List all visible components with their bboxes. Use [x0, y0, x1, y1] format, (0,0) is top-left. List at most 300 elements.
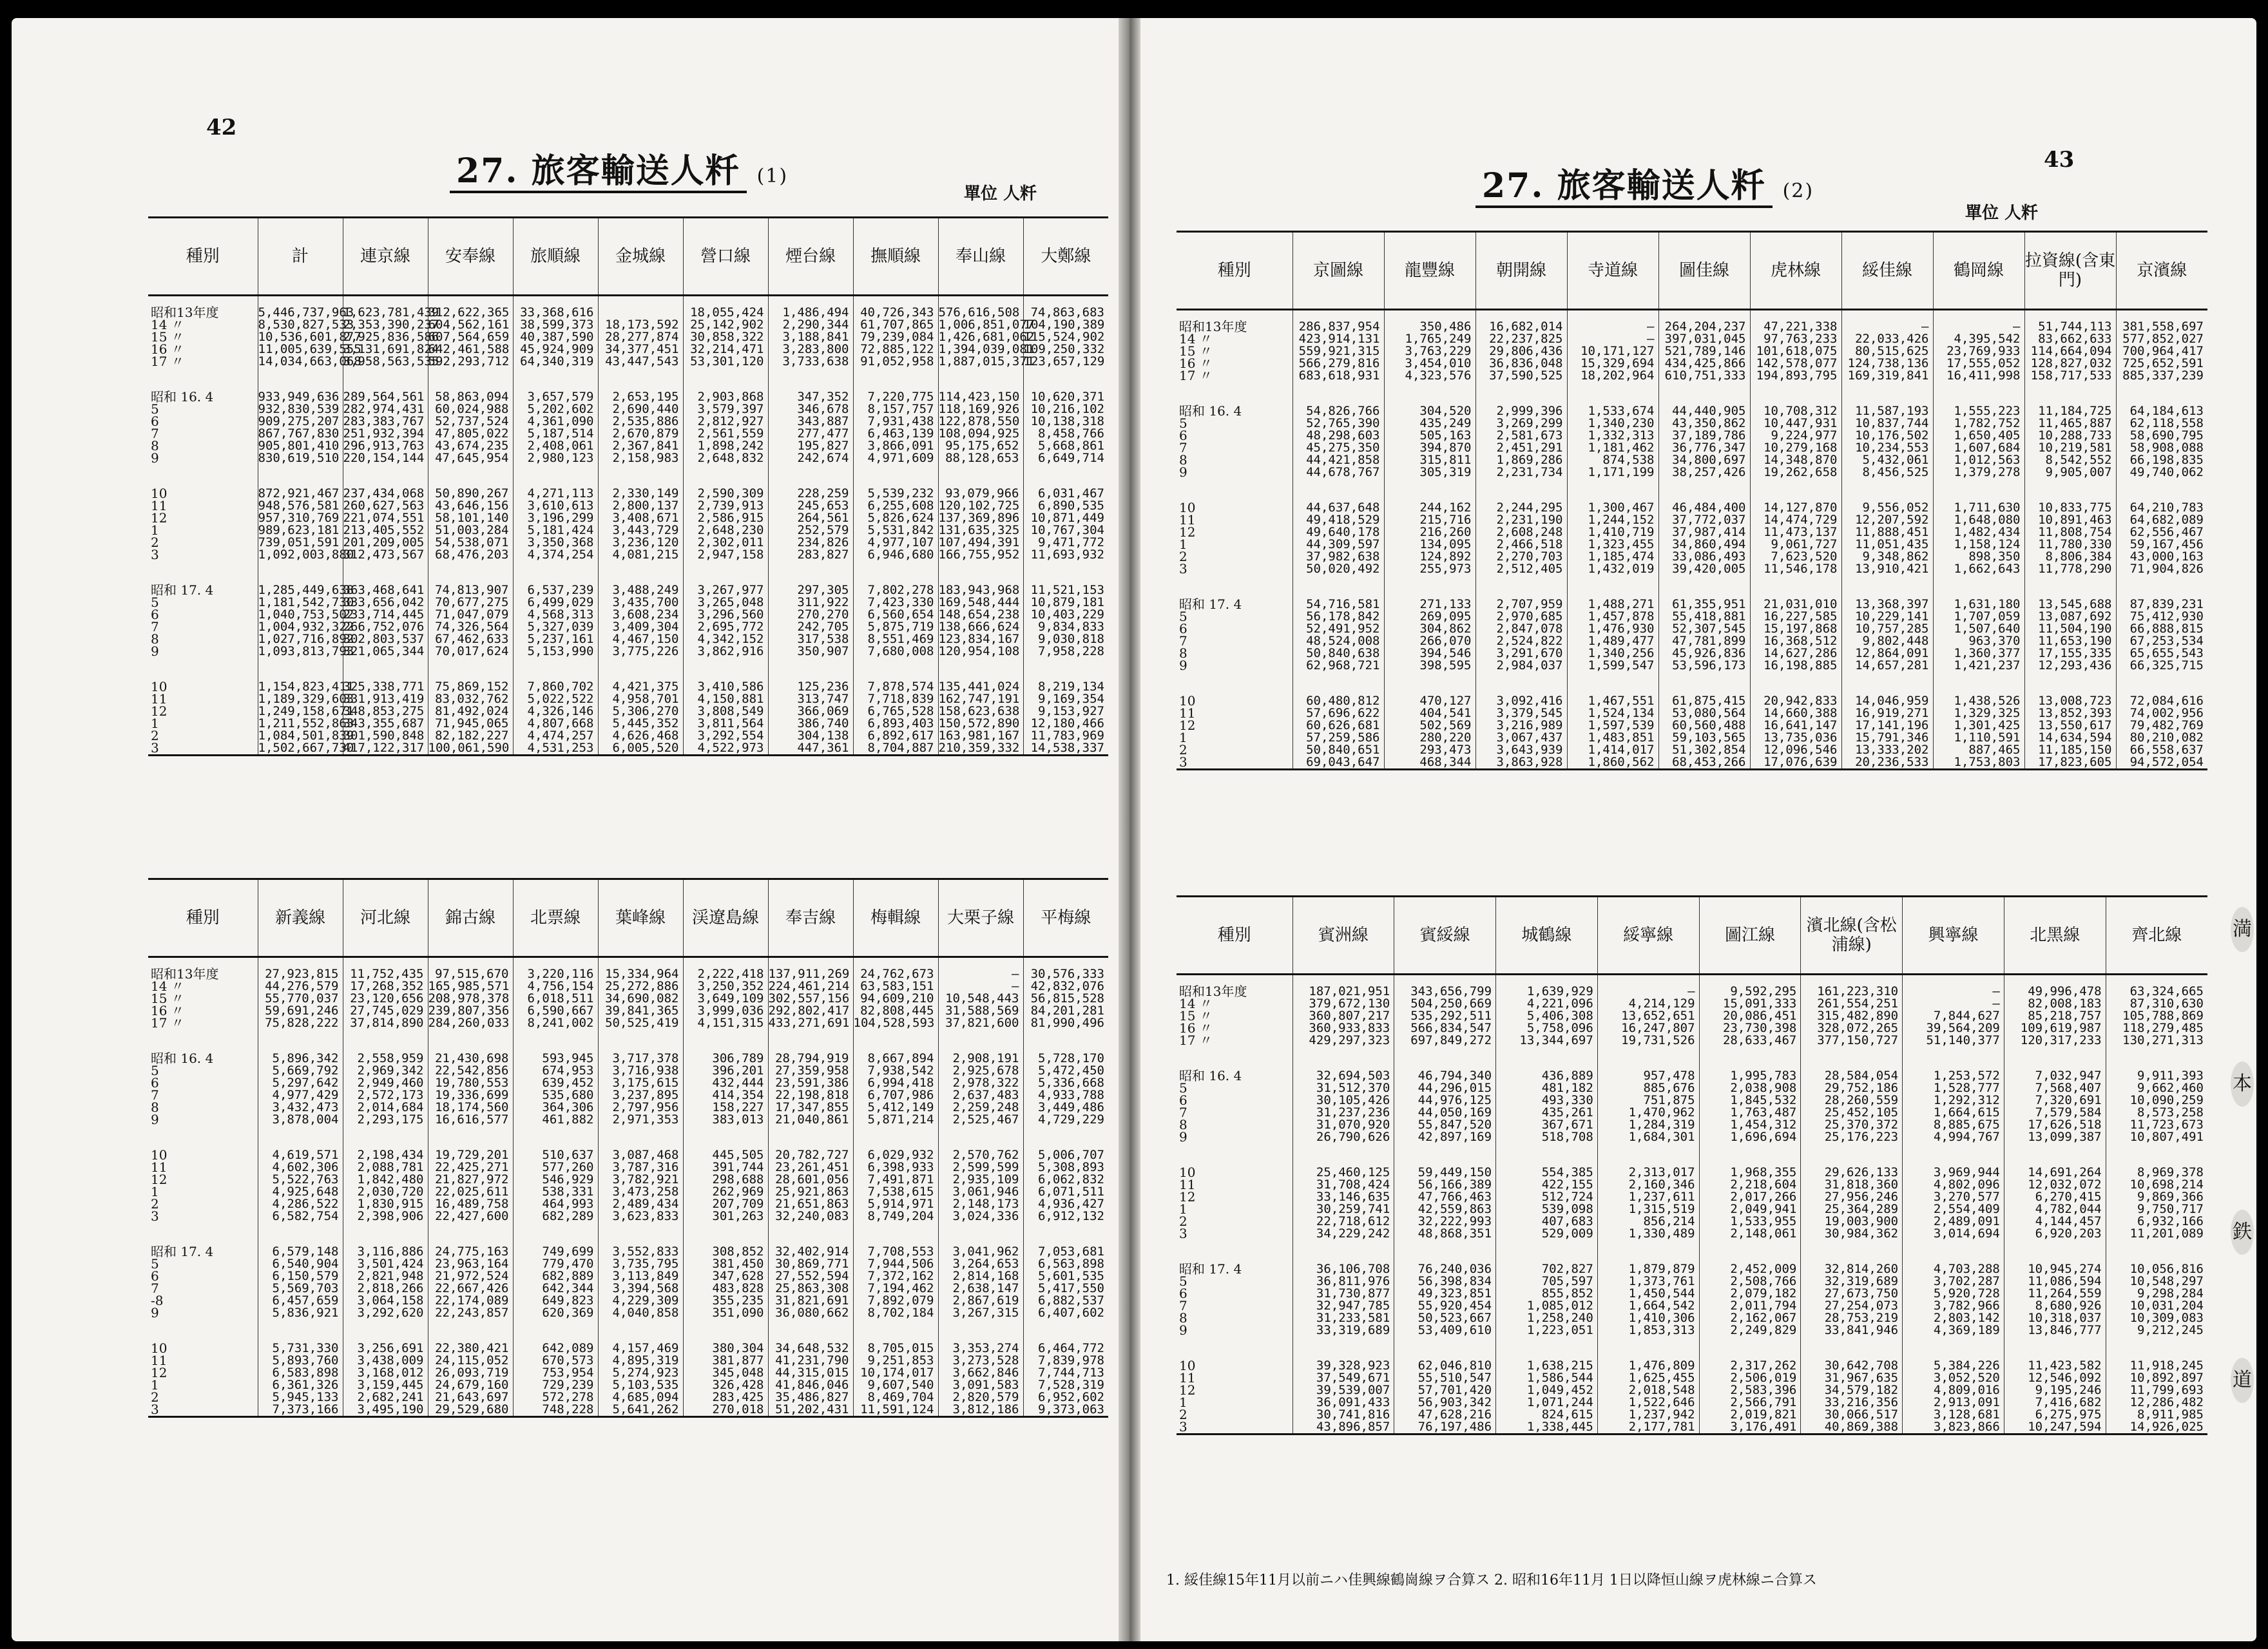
spacer-cell: [853, 1029, 938, 1053]
table-cell: 4,936,427: [1023, 1198, 1108, 1210]
table-cell: 44,050,169: [1394, 1107, 1496, 1119]
table-cell: 18,174,560: [428, 1101, 513, 1114]
table-cell: 19,336,699: [428, 1089, 513, 1101]
table-cell: 5,187,514: [513, 428, 598, 440]
table-cell: 54,716,581: [1293, 598, 1384, 611]
table-cell: 19,729,201: [428, 1149, 513, 1161]
table-cell: 11,783,969: [1023, 730, 1108, 742]
table-cell: 1,454,312: [1699, 1119, 1801, 1131]
unit-label: 單位 人粁: [1965, 204, 2039, 223]
table-cell: 40,869,388: [1801, 1421, 1903, 1435]
left-page: [12, 18, 1119, 1641]
table-cell: 32,402,914: [768, 1246, 853, 1258]
table-cell: 5,432,061: [1841, 454, 1933, 466]
table-cell: 1,253,572: [1903, 1070, 2004, 1082]
table-cell: 2,581,673: [1475, 430, 1567, 442]
table-cell: 3,643,939: [1475, 744, 1567, 756]
table-cell: 13,333,202: [1841, 744, 1933, 756]
table-cell: 8,806,384: [2024, 551, 2116, 563]
table-cell: 19,262,658: [1750, 466, 1841, 479]
table-cell: 8,542,552: [2024, 454, 2116, 466]
row-label: 9: [151, 643, 159, 659]
spacer-cell: [938, 561, 1023, 584]
table-cell: 9,471,772: [1023, 537, 1108, 549]
spacer-cell: [768, 658, 853, 681]
table-cell: 11,808,754: [2024, 526, 2116, 539]
table-cell: 9,153,927: [1023, 705, 1108, 718]
row-label: 6: [151, 1268, 159, 1284]
table-cell: 63,583,151: [853, 980, 938, 993]
table-cell: 41,846,046: [768, 1379, 853, 1391]
table-cell: 10,288,733: [2024, 430, 2116, 442]
table-cell: 3,273,528: [938, 1355, 1023, 1367]
spacer-cell: [768, 464, 853, 488]
table-cell: 43,646,156: [428, 500, 513, 512]
row-label: 3: [1177, 756, 1293, 770]
table-cell: 1,502,667,730: [258, 741, 354, 755]
column-header: 大栗子線: [938, 879, 1023, 957]
table-cell: 64,210,783: [2116, 502, 2207, 514]
table-cell: 1,110,591: [1933, 732, 2024, 744]
table-cell: 59,449,150: [1394, 1167, 1496, 1179]
table-cell: 22,174,089: [428, 1295, 513, 1307]
row-label: 15 〃: [151, 991, 184, 1006]
table-cell: 5,669,792: [258, 1065, 343, 1077]
table-cell: 1,450,544: [1597, 1288, 1699, 1300]
table-cell: 963,370: [1933, 635, 2024, 647]
table-cell: 7,423,330: [853, 596, 938, 609]
row-label: 昭和 16. 4: [1179, 1068, 1242, 1083]
table-cell: 28,753,219: [1801, 1312, 1903, 1324]
table-cell: 6,407,602: [1023, 1307, 1108, 1319]
table-cell: 27,673,750: [1801, 1288, 1903, 1300]
table-cell: 3,717,378: [598, 1053, 683, 1065]
table-cell: 3,969,944: [1903, 1167, 2004, 1179]
table-row: [148, 1017, 1108, 1029]
spacer-cell: [1496, 1337, 1598, 1360]
table-cell: 115,524,902: [1023, 331, 1108, 343]
table-cell: 4,040,858: [598, 1307, 683, 1319]
spacer-cell: [1801, 1337, 1903, 1360]
table-cell: 28,584,054: [1801, 1070, 1903, 1082]
table-cell: 30,869,771: [768, 1258, 853, 1270]
row-label: 14 〃: [151, 978, 184, 994]
table-cell: 34,860,494: [1658, 539, 1750, 551]
spacer-cell: [428, 368, 513, 391]
table-cell: 7,032,947: [2004, 1070, 2106, 1082]
table-cell: 1,432,019: [1567, 563, 1658, 575]
row-label: 17 〃: [1179, 368, 1213, 383]
row-label: 12: [1179, 718, 1196, 733]
column-header: 賓洲線: [1293, 897, 1394, 975]
table-cell: 71,904,826: [2116, 563, 2207, 575]
table-cell: —: [1903, 998, 2004, 1010]
row-label: 6: [1179, 1286, 1187, 1301]
spacer-cell: [853, 1126, 938, 1149]
table-row: [1177, 563, 2207, 575]
table-cell: 347,352: [768, 391, 853, 403]
row-label: 2: [151, 535, 159, 550]
table-cell: 7,744,713: [1023, 1367, 1108, 1379]
table-row: [1177, 1228, 2207, 1240]
table-cell: 43,896,857: [1293, 1421, 1394, 1435]
table-cell: 5,006,707: [1023, 1149, 1108, 1161]
table-cell: 8,705,015: [853, 1342, 938, 1355]
table-cell: 343,355,687: [343, 718, 428, 730]
table-cell: 27,552,594: [768, 1270, 853, 1282]
table-cell: 407,683: [1496, 1215, 1598, 1228]
table-cell: 1,597,539: [1567, 720, 1658, 732]
table-cell: 8,219,134: [1023, 681, 1108, 693]
table-cell: 381,877: [683, 1355, 768, 1367]
table-cell: 10,056,816: [2106, 1263, 2207, 1275]
table-cell: 1,012,563: [1933, 454, 2024, 466]
group-spacer: [148, 1223, 1108, 1246]
table-cell: 125,236: [768, 681, 853, 693]
table-cell: 3,216,989: [1475, 720, 1567, 732]
table-cell: 47,628,216: [1394, 1409, 1496, 1421]
spacer-cell: [1475, 479, 1567, 502]
table-cell: 5,384,226: [1903, 1360, 2004, 1372]
row-label: 12: [1179, 1382, 1196, 1398]
table-cell: 1,249,158,671: [258, 704, 354, 718]
row-label: 11: [151, 691, 168, 707]
table-cell: 97,763,233: [1750, 333, 1841, 345]
table-cell: 13,735,036: [1750, 732, 1841, 744]
table-cell: 343,656,799: [1394, 986, 1496, 998]
table-cell: 15,091,333: [1699, 998, 1801, 1010]
right-page: [1140, 18, 2256, 1641]
table-cell: 5,601,535: [1023, 1270, 1108, 1282]
table-cell: 312,473,567: [343, 549, 428, 561]
row-label: 12: [151, 703, 168, 719]
table-cell: 343,887: [768, 415, 853, 428]
table-cell: 11,653,190: [2024, 635, 2116, 647]
table-cell: 45,275,350: [1293, 442, 1384, 454]
table-cell: 397,031,045: [1658, 333, 1750, 345]
table-cell: 207,709: [683, 1198, 768, 1210]
group-spacer: [1177, 575, 2207, 598]
table-cell: 1,522,646: [1597, 1396, 1699, 1409]
spacer-cell: [2004, 1047, 2106, 1070]
row-label: 16 〃: [151, 341, 184, 357]
table-cell: 22,237,825: [1475, 333, 1567, 345]
spacer-cell: [1597, 1143, 1699, 1167]
table-cell: 10,892,897: [2106, 1372, 2207, 1384]
spacer-cell: [2004, 1337, 2106, 1360]
table-cell: 577,260: [513, 1161, 598, 1174]
table-cell: 47,766,463: [1394, 1191, 1496, 1203]
spacer-cell: [1023, 1029, 1108, 1053]
table-cell: 12,286,482: [2106, 1396, 2207, 1409]
table-cell: 22,667,426: [428, 1282, 513, 1295]
table-cell: 2,270,703: [1475, 551, 1567, 563]
spacer-cell: [1475, 672, 1567, 695]
table-cell: 68,476,203: [428, 549, 513, 561]
table-cell: 3,495,190: [343, 1404, 428, 1417]
table-cell: 2,695,772: [683, 621, 768, 633]
table-cell: 31,233,581: [1293, 1312, 1394, 1324]
table-cell: 3,092,416: [1475, 695, 1567, 707]
table-cell: 639,452: [513, 1077, 598, 1089]
table-cell: 3,087,468: [598, 1149, 683, 1161]
table-cell: 8,749,204: [853, 1210, 938, 1223]
table-cell: 3,610,613: [513, 500, 598, 512]
spacer-cell: [513, 368, 598, 391]
table-cell: 16,411,998: [1933, 370, 2024, 382]
table-cell: 2,570,762: [938, 1149, 1023, 1161]
table-cell: 22,380,421: [428, 1342, 513, 1355]
table-cell: 6,882,537: [1023, 1295, 1108, 1307]
table-cell: 7,320,691: [2004, 1094, 2106, 1107]
table-cell: 682,289: [513, 1210, 598, 1223]
table-cell: 642,344: [513, 1282, 598, 1295]
table-cell: 8,969,378: [2106, 1167, 2207, 1179]
table-cell: 2,177,781: [1597, 1421, 1699, 1435]
table-cell: 2,572,173: [343, 1089, 428, 1101]
table-cell: 1,258,240: [1496, 1312, 1598, 1324]
table-cell: 470,127: [1384, 695, 1475, 707]
table-cell: 6,920,203: [2004, 1228, 2106, 1240]
table-cell: 3,270,577: [1903, 1191, 2004, 1203]
table-cell: 58,101,140: [428, 512, 513, 524]
table-cell: 3,256,691: [343, 1342, 428, 1355]
table-cell: 72,084,616: [2116, 695, 2207, 707]
table-cell: 11,723,673: [2106, 1119, 2207, 1131]
table-cell: 856,214: [1597, 1215, 1699, 1228]
table-cell: 11,423,582: [2004, 1360, 2106, 1372]
table-cell: 321,065,344: [343, 645, 428, 658]
spacer-cell: [1933, 479, 2024, 502]
table-cell: 53,596,173: [1658, 660, 1750, 672]
table-cell: 17,268,352: [343, 980, 428, 993]
row-label: 11: [1179, 512, 1196, 528]
table-subtitle: (1): [756, 165, 789, 187]
table-cell: 49,740,062: [2116, 466, 2207, 479]
spacer-cell: [2106, 1047, 2207, 1070]
table-cell: 7,053,681: [1023, 1246, 1108, 1258]
table-cell: 3,878,004: [258, 1114, 343, 1126]
table-cell: 45,924,909: [513, 343, 598, 356]
table-cell: 2,583,396: [1699, 1384, 1801, 1396]
table-cell: 610,751,333: [1658, 370, 1750, 382]
table-cell: 50,840,651: [1293, 744, 1384, 756]
table-cell: 6,005,520: [598, 742, 683, 756]
table-cell: 27,359,958: [768, 1065, 853, 1077]
table-cell: 313,747: [768, 693, 853, 705]
table-cell: 10,945,274: [2004, 1263, 2106, 1275]
table-cell: 905,801,410: [258, 440, 343, 452]
table-cell: 25,142,902: [683, 319, 768, 331]
spacer-cell: [598, 464, 683, 488]
spacer-cell: [1177, 1047, 1293, 1070]
table-cell: 228,259: [768, 488, 853, 500]
spacer-cell: [2024, 479, 2116, 502]
table-cell: 45,926,836: [1658, 647, 1750, 660]
spacer-cell: [148, 1029, 258, 1053]
spacer-cell: [1841, 479, 1933, 502]
row-label: 昭和13年度: [1179, 319, 1247, 334]
table-cell: 52,765,390: [1293, 417, 1384, 430]
table-cell: 1,330,489: [1597, 1228, 1699, 1240]
table-cell: 5,920,728: [1903, 1288, 2004, 1300]
spacer-cell: [2004, 1240, 2106, 1263]
table-cell: 2,535,886: [598, 415, 683, 428]
spacer-cell: [148, 368, 258, 391]
table-cell: 4,729,229: [1023, 1114, 1108, 1126]
spacer-cell: [258, 1029, 343, 1053]
table-cell: 2,648,230: [683, 524, 768, 537]
table-cell: 4,619,571: [258, 1149, 343, 1161]
table-cell: 255,973: [1384, 563, 1475, 575]
table-cell: 66,558,637: [2116, 744, 2207, 756]
table-cell: 3,168,012: [343, 1367, 428, 1379]
row-label: 6: [151, 1075, 159, 1091]
table-cell: 1,638,215: [1496, 1360, 1598, 1372]
table-cell: 6,560,654: [853, 609, 938, 621]
row-label: 3: [1179, 1226, 1187, 1241]
spacer-cell: [598, 368, 683, 391]
table-cell: 51,003,284: [428, 524, 513, 537]
table-cell: 7,373,166: [258, 1404, 343, 1417]
table-cell: 183,943,968: [938, 584, 1023, 596]
table-cell: 2,489,091: [1903, 1215, 2004, 1228]
spacer-cell: [1177, 1240, 1293, 1263]
table-cell: 5,308,893: [1023, 1161, 1108, 1174]
table-cell: 1,623,781,439: [343, 305, 439, 319]
table-cell: 114,423,150: [938, 391, 1023, 403]
table-cell: 2,820,579: [938, 1391, 1023, 1404]
table-cell: 909,275,207: [258, 415, 343, 428]
spacer-cell: [853, 561, 938, 584]
table-cell: 3,265,048: [683, 596, 768, 609]
table-cell: 25,370,372: [1801, 1119, 1903, 1131]
table-cell: 6,952,602: [1023, 1391, 1108, 1404]
table-cell: 3,473,258: [598, 1186, 683, 1198]
table-cell: 29,806,436: [1475, 345, 1567, 357]
table-cell: 2,489,434: [598, 1198, 683, 1210]
table-cell: 49,323,851: [1394, 1288, 1496, 1300]
table-cell: 16,641,147: [1750, 720, 1841, 732]
table-cell: 3,220,116: [513, 968, 598, 980]
table-cell: 220,154,144: [343, 452, 428, 464]
table-cell: 1,664,542: [1597, 1300, 1699, 1312]
table-cell: 56,166,389: [1394, 1179, 1496, 1191]
table-cell: 10,548,443: [938, 993, 1023, 1005]
table-cell: 9,373,063: [1023, 1404, 1108, 1417]
table-cell: 13,344,697: [1496, 1034, 1598, 1047]
table-cell: 34,377,451: [598, 343, 683, 356]
spacer-cell: [2116, 575, 2207, 598]
table-cell: 269,095: [1384, 611, 1475, 623]
row-label: 16 〃: [1179, 356, 1213, 371]
spacer-cell: [1933, 575, 2024, 598]
table-cell: 1,625,455: [1597, 1372, 1699, 1384]
row-label: 8: [1179, 452, 1187, 468]
table-cell: 539,098: [1496, 1203, 1598, 1215]
table-cell: 210,359,332: [938, 742, 1023, 756]
table-cell: 6,150,579: [258, 1270, 343, 1282]
table-cell: 83,662,633: [2024, 333, 2116, 345]
table-cell: 7,528,319: [1023, 1379, 1108, 1391]
page-number: 42: [206, 115, 237, 140]
table-cell: 70,017,624: [428, 645, 513, 658]
table-cell: 1,488,271: [1567, 598, 1658, 611]
spacer-cell: [1567, 575, 1658, 598]
table-cell: 729,239: [513, 1379, 598, 1391]
table-cell: 315,811: [1384, 454, 1475, 466]
table-cell: 367,671: [1496, 1119, 1598, 1131]
table-cell: 2,353,390,237: [343, 318, 439, 332]
table-cell: 28,601,056: [768, 1174, 853, 1186]
spacer-cell: [2106, 1240, 2207, 1263]
table-cell: 5,522,763: [258, 1174, 343, 1186]
row-label: 10: [1179, 693, 1196, 709]
spacer-cell: [768, 1319, 853, 1342]
spacer-cell: [1903, 1047, 2004, 1070]
spacer-cell: [1597, 1337, 1699, 1360]
table-cell: 158,623,638: [938, 705, 1023, 718]
table-cell: 18,202,964: [1567, 370, 1658, 382]
table-cell: 4,395,542: [1933, 333, 2024, 345]
table-cell: 2,797,956: [598, 1101, 683, 1114]
table-cell: 398,595: [1384, 660, 1475, 672]
table-cell: 1,968,355: [1699, 1167, 1801, 1179]
table-cell: 1,898,242: [683, 440, 768, 452]
spacer-cell: [343, 658, 428, 681]
table-cell: 1,763,487: [1699, 1107, 1801, 1119]
spacer-cell: [853, 658, 938, 681]
table-cell: 824,615: [1496, 1409, 1598, 1421]
table-cell: 11,546,178: [1750, 563, 1841, 575]
spacer-cell: [343, 1319, 428, 1342]
table-cell: 4,221,096: [1496, 998, 1598, 1010]
table-cell: 36,080,662: [768, 1307, 853, 1319]
table-cell: 1,782,752: [1933, 417, 2024, 430]
table-cell: 31,512,370: [1293, 1082, 1394, 1094]
table-cell: 9,750,717: [2106, 1203, 2207, 1215]
table-cell: 620,369: [513, 1307, 598, 1319]
row-label: 6: [151, 414, 159, 429]
row-label: 5: [151, 401, 159, 417]
table-cell: 9,224,977: [1750, 430, 1841, 442]
table-cell: 104,190,389: [1023, 319, 1108, 331]
table-cell: 2,330,149: [598, 488, 683, 500]
table-cell: 44,309,597: [1293, 539, 1384, 551]
table-cell: 163,981,167: [938, 730, 1023, 742]
table-cell: 7,892,079: [853, 1295, 938, 1307]
table-cell: 9,802,448: [1841, 635, 1933, 647]
table-cell: 7,568,407: [2004, 1082, 2106, 1094]
table-cell: 417,122,317: [343, 742, 428, 756]
table-cell: 10,767,304: [1023, 524, 1108, 537]
table-cell: 18,055,424: [683, 307, 768, 319]
column-header: 圖佳線: [1658, 232, 1750, 310]
table-cell: 27,254,073: [1801, 1300, 1903, 1312]
table-cell: 10,216,102: [1023, 403, 1108, 415]
column-header: 種別: [148, 879, 258, 957]
table-cell: 221,074,551: [343, 512, 428, 524]
column-header: 城鶴線: [1496, 897, 1598, 975]
table-cell: 2,999,396: [1475, 405, 1567, 417]
table-cell: 10,138,318: [1023, 415, 1108, 428]
table-cell: 2,561,559: [683, 428, 768, 440]
table-cell: 6,464,772: [1023, 1342, 1108, 1355]
table-cell: 351,090: [683, 1307, 768, 1319]
row-label: 11: [151, 1159, 168, 1175]
table-cell: 7,623,520: [1750, 551, 1841, 563]
table-cell: 72,885,122: [853, 343, 938, 356]
